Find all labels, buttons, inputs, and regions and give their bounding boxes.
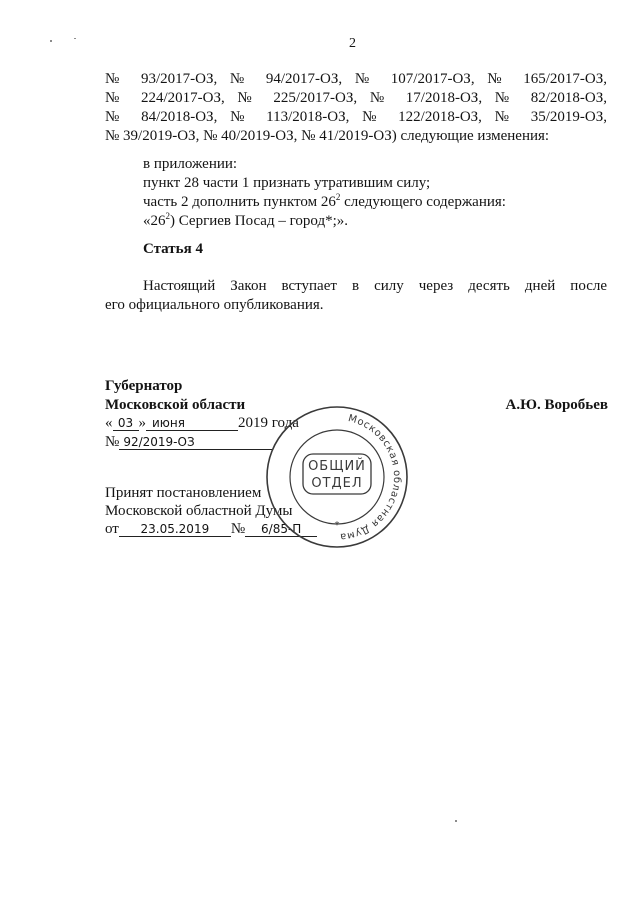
laws-line-4: № 39/2019-ОЗ, № 40/2019-ОЗ, № 41/2019-ОЗ) следующие изменения: [105, 128, 550, 144]
date-year: 2019 года [238, 415, 299, 431]
from-label: от [105, 521, 119, 537]
amendment-line-3-text: часть 2 дополнить пунктом 26 [143, 194, 336, 210]
amendment-line-2: пункт 28 части 1 признать утратившим силу; [143, 175, 431, 191]
stamp-center-line-2: ОТДЕЛ [311, 476, 363, 491]
page-number: 2 [349, 36, 356, 51]
amendment-line-1: в приложении: [143, 156, 238, 172]
scan-speck [50, 40, 52, 42]
superscript: 2 [335, 192, 341, 202]
official-stamp [262, 402, 412, 552]
stamp-star: * [334, 520, 340, 531]
laws-paragraph [105, 70, 607, 146]
adoption-number: 6/85-П [245, 522, 317, 537]
article-line-2: его официального опубликования. [105, 297, 324, 313]
number-sign: № [230, 521, 246, 537]
date-day: 03 [113, 416, 139, 431]
stamp-center-line-1: ОБЩИЙ [308, 459, 366, 474]
adoption-line-1: Принят постановлением [105, 485, 262, 501]
laws-line-1: № 93/2017-ОЗ, № 94/2017-ОЗ, № 107/2017-ОЗ, № 165/2017-ОЗ, [105, 71, 607, 87]
date-close-quote: » [138, 415, 146, 431]
date-month: июня [146, 416, 238, 431]
number-sign: № [105, 434, 120, 450]
signatory-name: А.Ю. Воробьев [505, 397, 608, 413]
amendment-line-4-text: «26 [143, 213, 166, 229]
stamp-ring-text: Московская областная Дума [338, 413, 403, 543]
amendment-line-4-rest: ) Сергиев Посад – город*;». [170, 213, 348, 229]
scan-speck [74, 38, 76, 39]
law-number-line [105, 434, 273, 451]
amendment-line-3 [143, 193, 506, 212]
article-body [105, 277, 607, 315]
amendments-block [143, 155, 506, 231]
laws-line-3: № 84/2018-ОЗ, № 113/2018-ОЗ, № 122/2018-ОЗ, № 35/2019-ОЗ, [105, 109, 607, 125]
signatory-title-1: Губернатор [105, 378, 183, 394]
article-heading: Статья 4 [143, 241, 203, 257]
scan-speck [455, 820, 457, 822]
signatory-title-2: Московской области [105, 397, 246, 413]
laws-line-2: № 224/2017-ОЗ, № 225/2017-ОЗ, № 17/2018-ОЗ, № 82/2018-ОЗ, [105, 90, 607, 106]
amendment-line-4 [143, 212, 506, 231]
superscript: 2 [165, 211, 170, 221]
article-line-1: Настоящий Закон вступает в силу через десять дней после [143, 278, 607, 294]
adoption-line-2: Московской областной Думы [105, 503, 293, 519]
adoption-date: 23.05.2019 [119, 522, 231, 537]
amendment-line-3-rest: следующего содержания: [340, 194, 506, 210]
law-number: 92/2019-ОЗ [119, 435, 273, 450]
date-open-quote: « [105, 415, 113, 431]
